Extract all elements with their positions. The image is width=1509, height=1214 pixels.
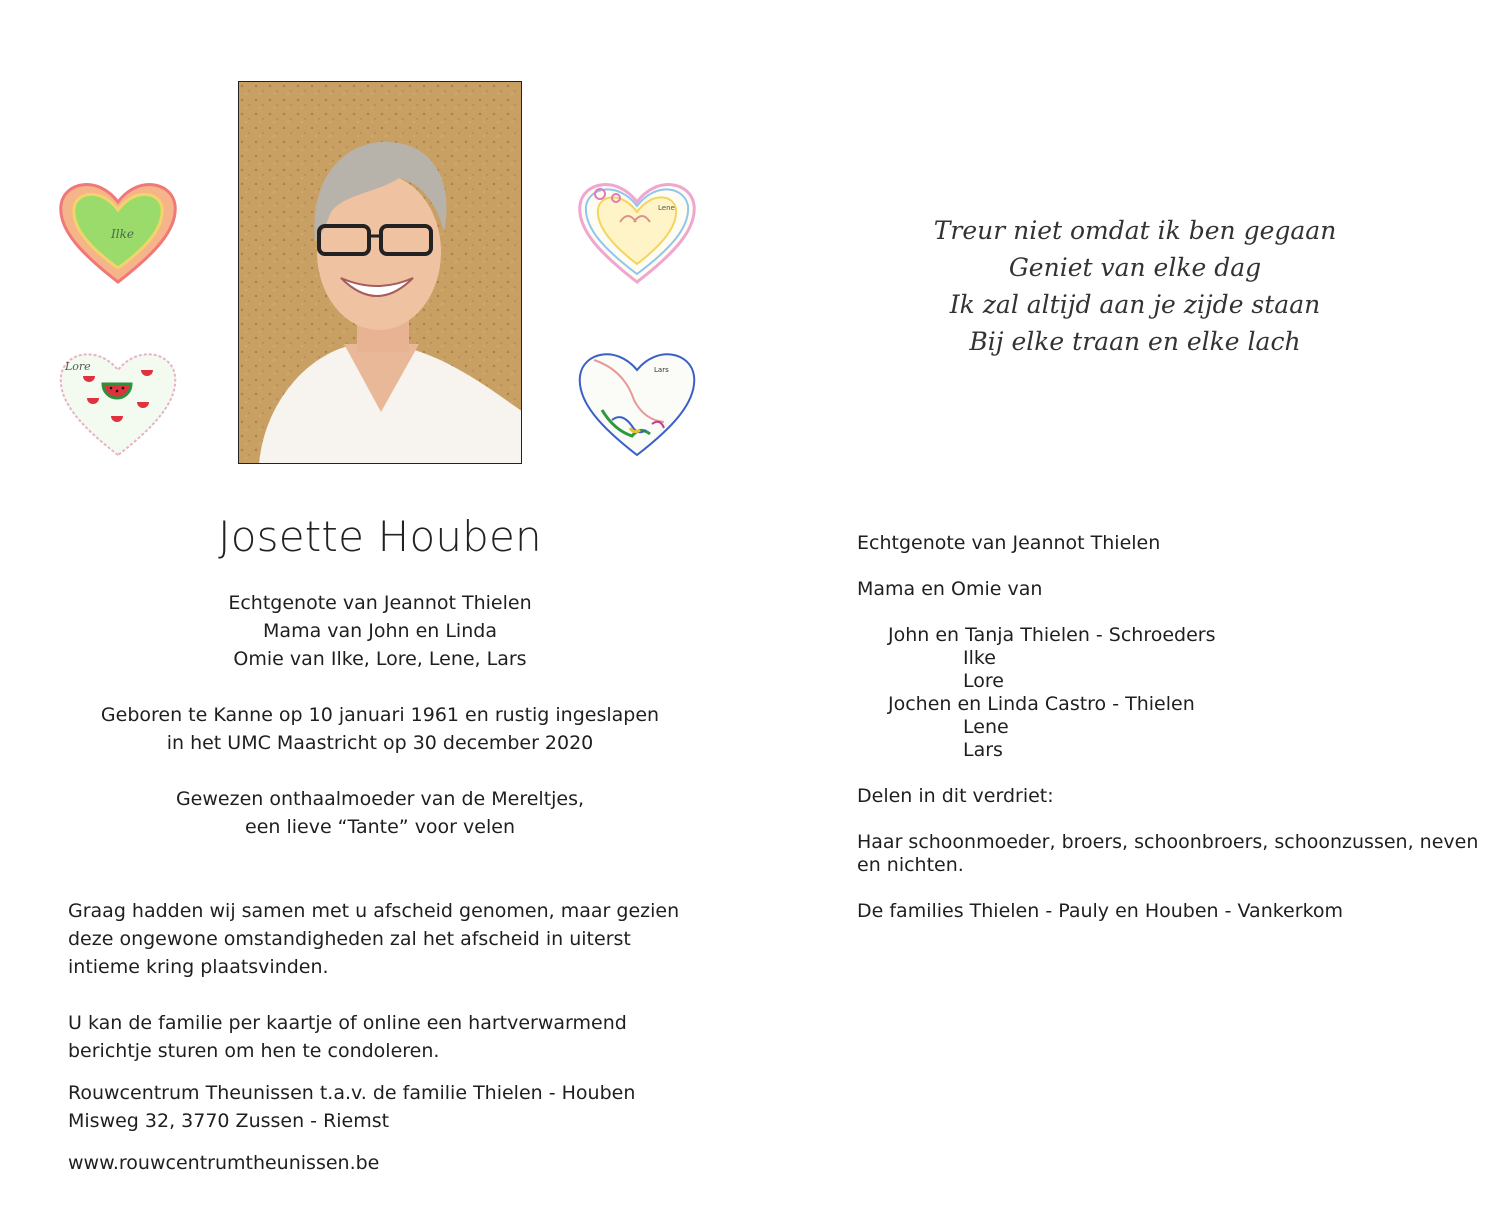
grandchild-name: Lars — [963, 739, 1003, 761]
relatives-line: en nichten. — [857, 854, 964, 876]
family-column — [857, 532, 1487, 923]
grandchild-name: Lore — [963, 670, 1004, 692]
spouse-line: Echtgenote van Jeannot Thielen — [857, 532, 1161, 554]
address-line: Rouwcentrum Theunissen t.a.v. de familie Thielen - Houben — [68, 1082, 636, 1104]
heart-drawing-lore-icon — [53, 340, 183, 460]
relatives-line: Haar schoonmoeder, broers, schoonbroers, schoonzussen, neven — [857, 831, 1479, 853]
share-grief-line: Delen in dit verdriet: — [857, 785, 1054, 807]
poem — [880, 212, 1390, 360]
heart-drawing-lene-icon — [572, 170, 702, 290]
relation-line: Echtgenote van Jeannot Thielen — [228, 592, 532, 614]
mama-omie-line: Mama en Omie van — [857, 578, 1043, 600]
heart-label-lene: Lene — [658, 204, 675, 212]
address-block — [68, 1079, 728, 1135]
address-line: Misweg 32, 3770 Zussen - Riemst — [68, 1110, 390, 1132]
family-line: John en Tanja Thielen - Schroeders — [888, 624, 1216, 646]
occupation-line: Gewezen onthaalmoeder van de Mereltjes, — [175, 788, 585, 810]
poem-line: Geniet van elke dag — [1008, 253, 1262, 282]
deceased-name: Josette Houben — [218, 512, 542, 561]
birth-death-block — [80, 701, 680, 757]
relations-block — [80, 589, 680, 673]
families-line: De families Thielen - Pauly en Houben - Vankerkom — [857, 900, 1344, 922]
grandchild-name: Ilke — [963, 647, 996, 669]
poem-line: Treur niet omdat ik ben gegaan — [933, 216, 1337, 245]
heart-label-lars: Lars — [654, 366, 669, 374]
occupation-block — [80, 785, 680, 841]
occupation-line: een lieve “Tante” voor velen — [245, 816, 515, 838]
poem-line: Ik zal altijd aan je zijde staan — [949, 290, 1321, 319]
heart-label-ilke: Ilke — [111, 227, 134, 241]
condolence-paragraph: U kan de familie per kaartje of online een hartverwarmend berichtje sturen om hen te condoleren. — [68, 1012, 627, 1062]
heart-drawing-lars-icon — [572, 340, 702, 460]
family-line: Jochen en Linda Castro - Thielen — [888, 693, 1195, 715]
portrait-photo — [238, 81, 522, 464]
heart-label-lore: Lore — [65, 360, 91, 373]
grandchild-name: Lene — [963, 716, 1009, 738]
relation-line: Omie van Ilke, Lore, Lene, Lars — [233, 648, 527, 670]
poem-line: Bij elke traan en elke lach — [969, 327, 1301, 356]
website-link[interactable]: www.rouwcentrumtheunissen.be — [68, 1152, 380, 1174]
birth-line: in het UMC Maastricht op 30 december 2020 — [166, 732, 594, 754]
relation-line: Mama van John en Linda — [263, 620, 497, 642]
birth-line: Geboren te Kanne op 10 januari 1961 en rustig ingeslapen — [100, 704, 660, 726]
heart-drawing-ilke-icon — [53, 170, 183, 290]
farewell-paragraph: Graag hadden wij samen met u afscheid genomen, maar gezien deze ongewone omstandigheden zal het afscheid in uiterst intieme kring plaatsvinden. — [68, 900, 680, 978]
portrait-image — [239, 82, 522, 464]
